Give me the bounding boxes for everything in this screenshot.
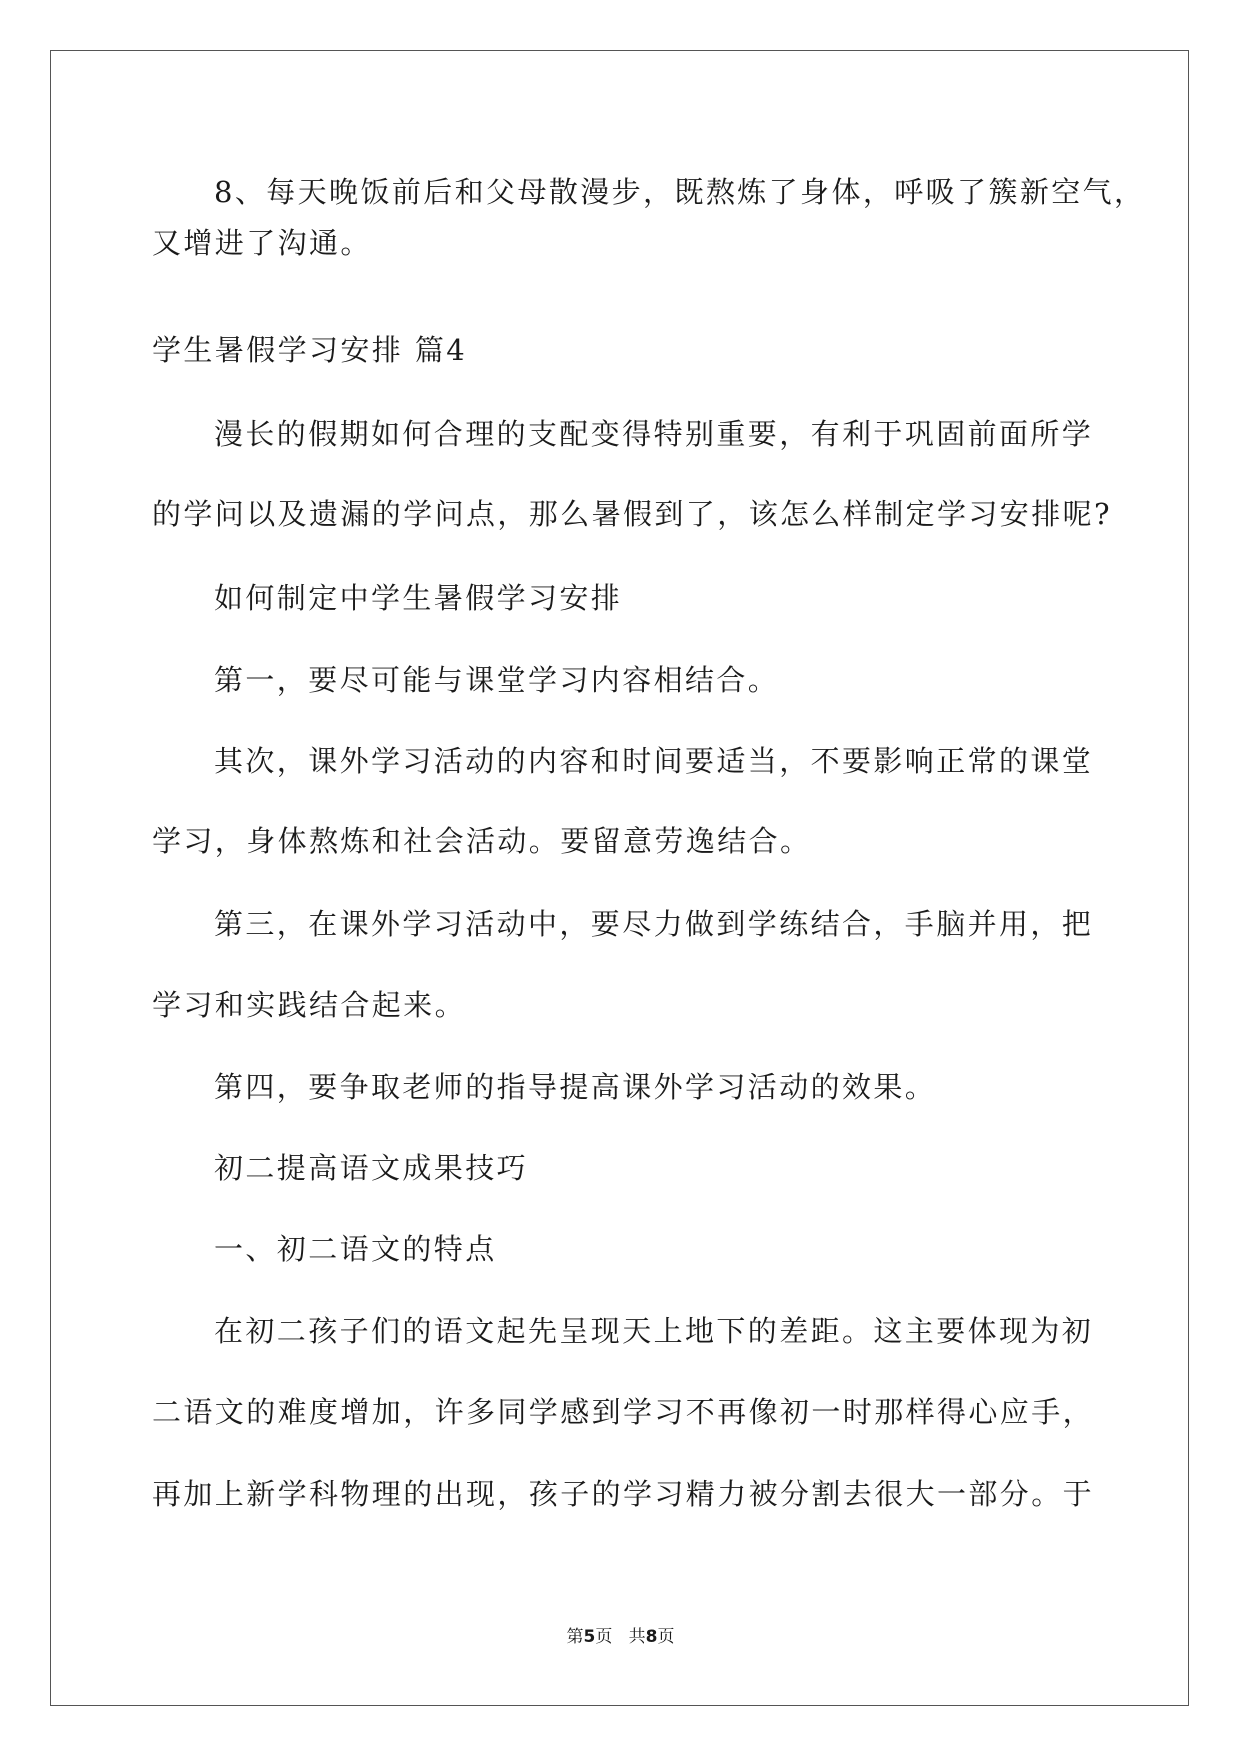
paragraph-line: 漫长的假期如何合理的支配变得特别重要，有利于巩固前面所学	[214, 417, 1094, 451]
paragraph-line: 第三，在课外学习活动中，要尽力做到学练结合，手脑并用，把	[214, 907, 1094, 941]
paragraph-line: 一、初二语文的特点	[214, 1232, 497, 1266]
paragraph-line: 学习，身体熬炼和社会活动。要留意劳逸结合。	[152, 824, 812, 858]
footer-suffix: 页	[657, 1627, 675, 1647]
footer-prefix: 第	[566, 1627, 584, 1647]
paragraph-line: 初二提高语文成果技巧	[214, 1151, 529, 1185]
page-footer	[0, 1625, 1241, 1649]
current-page-number: 5	[583, 1627, 596, 1647]
paragraph-line: 的学问以及遗漏的学问点，那么暑假到了，该怎么样制定学习安排呢?	[152, 497, 1112, 531]
paragraph-line: 其次，课外学习活动的内容和时间要适当，不要影响正常的课堂	[214, 744, 1094, 778]
paragraph-line: 又增进了沟通。	[152, 226, 372, 260]
section-heading: 学生暑假学习安排 篇4	[152, 333, 468, 367]
paragraph-line: 第一，要尽可能与课堂学习内容相结合。	[214, 663, 780, 697]
total-page-number: 8	[645, 1627, 658, 1647]
page-border	[50, 50, 1189, 1706]
paragraph-line: 再加上新学科物理的出现，孩子的学习精力被分割去很大一部分。于	[152, 1477, 1095, 1511]
paragraph-line: 学习和实践结合起来。	[152, 988, 467, 1022]
paragraph-line: 二语文的难度增加，许多同学感到学习不再像初一时那样得心应手，	[152, 1395, 1095, 1429]
footer-mid: 页 共	[595, 1627, 646, 1647]
paragraph-line: 在初二孩子们的语文起先呈现天上地下的差距。这主要体现为初	[214, 1314, 1094, 1348]
paragraph-line: 第四，要争取老师的指导提高课外学习活动的效果。	[214, 1070, 937, 1104]
paragraph-line: 如何制定中学生暑假学习安排	[214, 581, 623, 615]
paragraph-line: 8、每天晚饭前后和父母散漫步，既熬炼了身体，呼吸了簇新空气，	[214, 175, 1146, 209]
